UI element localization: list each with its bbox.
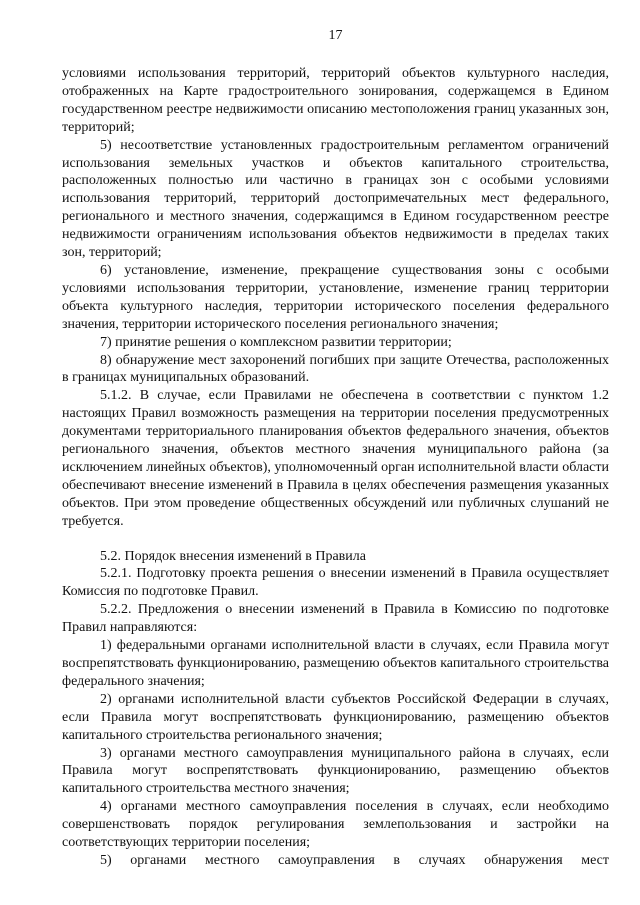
clause-5-1-2: 5.1.2. В случае, если Правилами не обеспечена в соответствии с пунктом 1.2 настоящих Правил возможность размещения на территории поселения предусмотренных документами территориального планирования объектов федерального значения, объектов регионального значения, объектов местного значения муниципального района (за исключением линейных объектов), уполномоченный орган исполнительной власти области обеспечивают внесение изменений в Правила в целях обеспечения размещения указанных объектов. При этом проведение общественных обсуждений или публичных слушаний не требуется. <box>62 388 609 529</box>
proposal-item-2: 2) органами исполнительной власти субъектов Российской Федерации в случаях, если Правила могут воспрепятствовать функционированию, размещению объектов капитального строительства регионального значения; <box>62 691 609 743</box>
page-number: 17 <box>328 28 343 43</box>
clause-5-2-2: 5.2.2. Предложения о внесении изменений в Правила в Комиссию по подготовке Правил направляются: <box>62 602 609 636</box>
proposal-item-3: 3) органами местного самоуправления муниципального района в случаях, если Правила могут воспрепятствовать функционированию, размещению объектов капитального строительства местного значения; <box>62 745 609 797</box>
list-item-5: 5) несоответствие установленных градостроительным регламентом ограничений использования земельных участков и объектов капитального строительства, расположенных полностью или частично в границах зон с особыми условиями использования территорий, территорий достопримечательных мест федерального, регионального и местного значения, содержащимся в Едином государственном реестре недвижимости ограничениям использования объектов недвижимости в пределах таких зон, территорий; <box>62 137 609 261</box>
clause-5-2-1: 5.2.1. Подготовку проекта решения о внесении изменений в Правила осуществляет Комиссия по подготовке Правил. <box>62 566 609 600</box>
section-heading-5-2: 5.2. Порядок внесения изменений в Правила <box>100 548 366 564</box>
proposal-item-5: 5) органами местного самоуправления в случаях обнаружения мест <box>100 852 609 868</box>
proposal-item-4: 4) органами местного самоуправления поселения в случаях, если необходимо совершенствовать порядок регулирования землепользования и застройки на соответствующих территории поселения; <box>62 799 609 851</box>
paragraph-continuation: условиями использования территорий, территорий объектов культурного наследия, отображенных на Карте градостроительного зонирования, содержащемся в Едином государственном реестре недвижимости описанию местоположения границ указанных зон, территорий; <box>62 66 609 135</box>
list-item-7: 7) принятие решения о комплексном развитии территории; <box>100 334 452 350</box>
list-item-6: 6) установление, изменение, прекращение существования зоны с особыми условиями использования территории, установление, изменение границ территории объекта культурного наследия, территории исторического поселения федерального значения, территории исторического поселения регионального значения; <box>62 262 609 332</box>
proposal-item-1: 1) федеральными органами исполнительной власти в случаях, если Правила могут воспрепятствовать функционированию, размещению объектов капитального строительства федерального значения; <box>62 638 609 689</box>
list-item-8: 8) обнаружение мест захоронений погибших при защите Отечества, расположенных в границах муниципальных образований. <box>62 352 609 386</box>
document-body <box>62 65 609 870</box>
